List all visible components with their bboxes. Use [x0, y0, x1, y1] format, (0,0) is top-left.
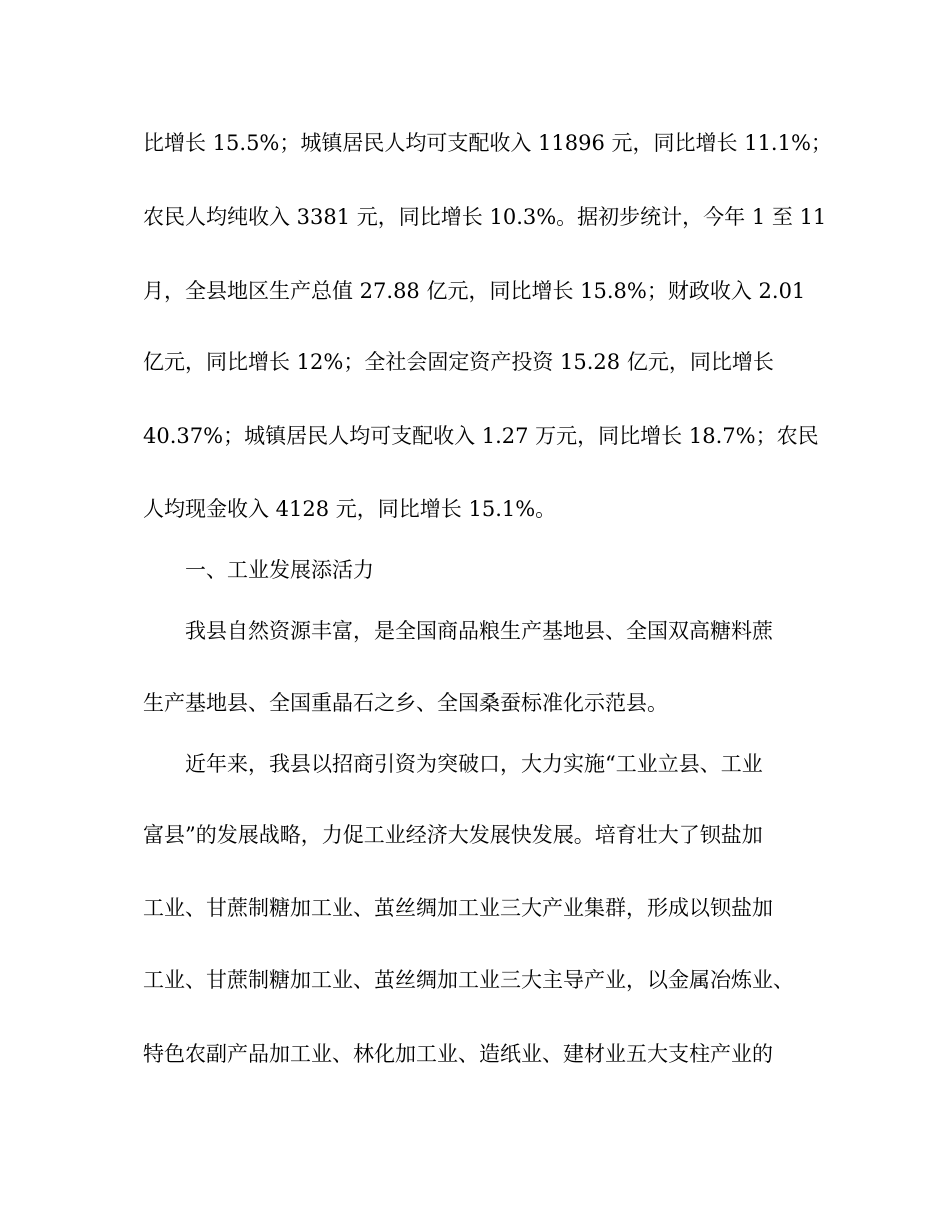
text-line: 工业、甘蔗制糖加工业、茧丝绸加工业三大主导产业，以金属冶炼业、	[143, 968, 794, 992]
text-line: 富县”的发展战略，力促工业经济大发展快发展。培育壮大了钡盐加	[143, 823, 763, 847]
text-line: 特色农副产品加工业、林化加工业、造纸业、建材业五大支柱产业的	[143, 1042, 773, 1066]
paragraph-first-line: 我县自然资源丰富，是全国商品粮生产基地县、全国双高糖料蔗	[185, 619, 773, 643]
paragraph-first-line: 近年来，我县以招商引资为突破口，大力实施“工业立县、工业	[185, 752, 763, 776]
text-line: 40.37%；城镇居民人均可支配收入 1.27 万元，同比增长 18.7%；农民	[143, 424, 819, 448]
text-line: 人均现金收入 4128 元，同比增长 15.1%。	[143, 497, 557, 521]
text-line: 亿元，同比增长 12%；全社会固定资产投资 15.28 亿元，同比增长	[143, 350, 774, 374]
text-line: 月，全县地区生产总值 27.88 亿元，同比增长 15.8%；财政收入 2.01	[143, 279, 806, 303]
text-line: 比增长 15.5%；城镇居民人均可支配收入 11896 元，同比增长 11.1%；	[143, 131, 832, 155]
text-line: 生产基地县、全国重晶石之乡、全国桑蚕标准化示范县。	[143, 691, 668, 715]
section-heading: 一、工业发展添活力	[185, 558, 374, 582]
text-line: 工业、甘蔗制糖加工业、茧丝绸加工业三大产业集群，形成以钡盐加	[143, 896, 773, 920]
text-line: 农民人均纯收入 3381 元，同比增长 10.3%。据初步统计，今年 1 至 11	[143, 205, 827, 229]
